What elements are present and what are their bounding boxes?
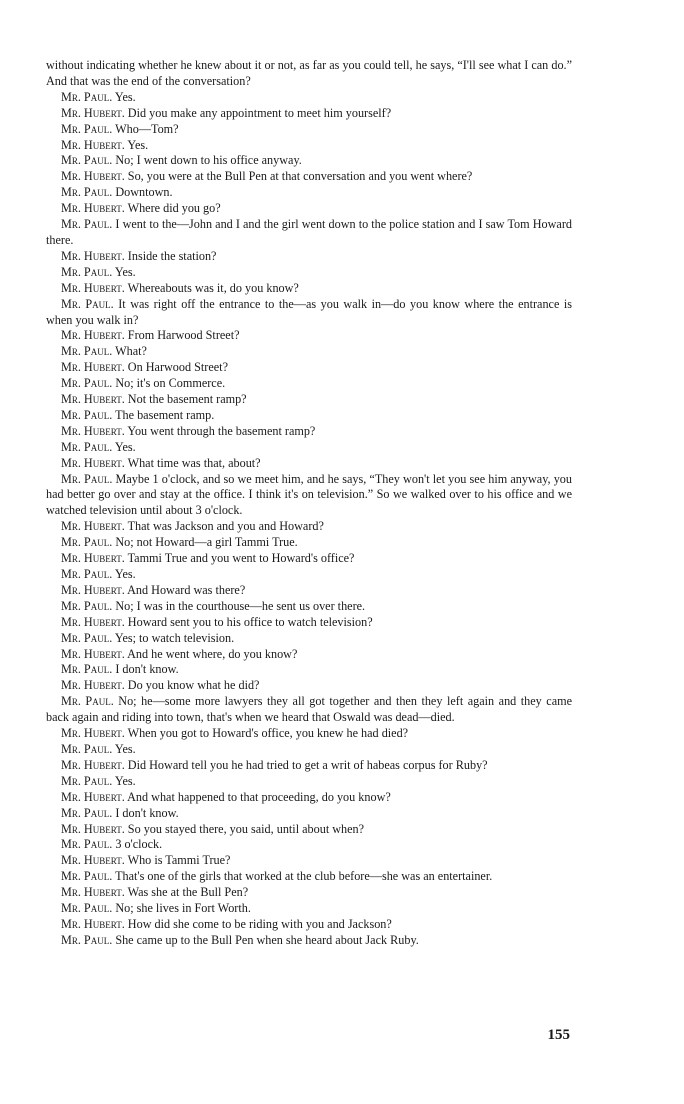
line-text: From Harwood Street? (127, 328, 240, 343)
speaker-label: Mr. Hubert. (61, 678, 125, 693)
line-text: On Harwood Street? (127, 360, 228, 375)
speaker-label: Mr. Hubert. (61, 201, 125, 216)
speaker-label: Mr. Paul. (61, 376, 113, 391)
speaker-label: Mr. Hubert. (61, 423, 125, 438)
testimony-line (46, 185, 572, 201)
speaker-label: Mr. Hubert. (61, 916, 125, 931)
speaker-label: Mr. Paul. (61, 153, 113, 168)
speaker-label: Mr. Hubert. (61, 646, 125, 661)
testimony-line (46, 122, 572, 138)
testimony-line (46, 106, 572, 122)
testimony-line (46, 742, 572, 758)
testimony-line (46, 806, 572, 822)
testimony-line (46, 774, 572, 790)
testimony-line (46, 678, 572, 694)
speaker-label: Mr. Paul. (61, 264, 113, 279)
line-text: Inside the station? (127, 248, 217, 263)
speaker-label: Mr. Hubert. (61, 726, 125, 741)
testimony-line (46, 376, 572, 392)
testimony-line (46, 837, 572, 853)
testimony-line (46, 344, 572, 360)
line-text: I don't know. (115, 662, 179, 677)
speaker-label: Mr. Hubert. (61, 885, 125, 900)
testimony-line (46, 249, 572, 265)
speaker-label: Mr. Paul. (61, 598, 113, 613)
testimony-line (46, 281, 572, 297)
speaker-label: Mr. Hubert. (61, 328, 125, 343)
testimony-line (46, 472, 572, 520)
speaker-label: Mr. Hubert. (61, 821, 125, 836)
testimony-text (46, 58, 572, 949)
page-number: 155 (547, 1027, 570, 1043)
speaker-label: Mr. Hubert. (61, 582, 125, 597)
speaker-label: Mr. Hubert. (61, 248, 125, 263)
testimony-line (46, 662, 572, 678)
speaker-label: Mr. Paul. (61, 567, 113, 581)
speaker-label: Mr. Paul. (61, 932, 113, 947)
speaker-label: Mr. Hubert. (61, 614, 125, 629)
line-text: She came up to the Bull Pen when she heard about Jack Ruby. (115, 932, 419, 947)
speaker-label: Mr. Paul. (61, 407, 113, 422)
speaker-label: Mr. Hubert. (61, 757, 125, 772)
testimony-line (46, 615, 572, 631)
line-text: The basement ramp. (115, 407, 215, 422)
speaker-label: Mr. Hubert. (61, 137, 125, 152)
line-text: Who is Tammi True? (127, 853, 231, 868)
line-text: And what happened to that proceeding, do you know? (127, 789, 391, 804)
testimony-line (46, 440, 572, 456)
line-text: Yes; to watch television. (114, 630, 235, 645)
speaker-label: Mr. Paul. (61, 694, 114, 709)
testimony-line (46, 726, 572, 742)
testimony-line (46, 360, 572, 376)
testimony-line (46, 694, 572, 726)
line-text: Maybe 1 o'clock, and so we meet him, and he says, “They won't let you see him anyway, you had better go over and stay at the office. I think it's on television.” So we walked over to his office and we watched television until about 3 o'clock. (46, 471, 572, 518)
speaker-label: Mr. Paul. (61, 741, 113, 756)
speaker-label: Mr. Hubert. (61, 105, 125, 120)
testimony-line (46, 901, 572, 917)
testimony-line (46, 408, 572, 424)
line-text: Yes. (114, 741, 136, 756)
line-text: Where did you go? (127, 201, 221, 216)
line-text: And Howard was there? (127, 582, 246, 597)
testimony-line (46, 138, 572, 154)
line-text: I don't know. (115, 805, 179, 820)
line-text: Yes. (127, 137, 149, 152)
line-text: No; I went down to his office anyway. (115, 153, 302, 168)
line-text: No; he—some more lawyers they all got together and then they left again and they came back again and riding into town, that's when we heard that Oswald was dead—died. (46, 694, 573, 725)
speaker-label: Mr. Paul. (61, 869, 113, 884)
line-text: Yes. (114, 89, 136, 104)
testimony-line (46, 885, 572, 901)
line-text: Downtown. (115, 185, 173, 200)
testimony-line (46, 169, 572, 185)
testimony-line (46, 265, 572, 281)
testimony-line (46, 153, 572, 169)
line-text: How did she come to be riding with you and Jackson? (127, 916, 392, 931)
line-text: Do you know what he did? (127, 678, 260, 693)
testimony-line (46, 328, 572, 344)
speaker-label: Mr. Paul. (61, 630, 113, 645)
testimony-line (46, 217, 572, 249)
testimony-line (46, 297, 572, 329)
speaker-label: Mr. Hubert. (61, 853, 125, 868)
speaker-label: Mr. Paul. (61, 662, 113, 677)
line-text: Tammi True and you went to Howard's office? (127, 551, 355, 566)
line-text: What time was that, about? (127, 455, 261, 470)
testimony-line (46, 424, 572, 440)
testimony-line (46, 599, 572, 615)
line-text: Not the basement ramp? (127, 392, 247, 407)
speaker-label: Mr. Paul. (61, 535, 113, 550)
line-text: Did you make any appointment to meet him yourself? (127, 105, 392, 120)
speaker-label: Mr. Hubert. (61, 551, 125, 566)
speaker-label: Mr. Paul. (61, 121, 113, 136)
line-text: What? (115, 344, 147, 359)
line-text: Yes. (114, 264, 136, 279)
testimony-line (46, 456, 572, 472)
speaker-label: Mr. Hubert. (61, 519, 125, 534)
line-text: 3 o'clock. (115, 837, 163, 852)
testimony-line (46, 758, 572, 774)
speaker-label: Mr. Paul. (61, 773, 113, 788)
line-text: When you got to Howard's office, you knew he had died? (127, 726, 409, 741)
line-text: That's one of the girls that worked at the club before—she was an entertainer. (115, 869, 493, 884)
line-text: No; she lives in Fort Worth. (115, 901, 251, 916)
speaker-label: Mr. Paul. (61, 901, 113, 916)
line-text: Yes. (114, 773, 136, 788)
testimony-line (46, 90, 572, 106)
speaker-label: Mr. Paul. (61, 344, 113, 359)
line-text: You went through the basement ramp? (127, 423, 316, 438)
speaker-label: Mr. Paul. (61, 471, 113, 486)
speaker-label: Mr. Paul. (61, 296, 114, 311)
line-text: And he went where, do you know? (127, 646, 298, 661)
line-text: Howard sent you to his office to watch television? (127, 614, 373, 629)
testimony-line (46, 551, 572, 567)
line-text: Was she at the Bull Pen? (127, 885, 249, 900)
speaker-label: Mr. Hubert. (61, 392, 125, 407)
testimony-line (46, 853, 572, 869)
line-text: It was right off the entrance to the—as you walk in—do you know where the entrance is when you walk in? (46, 296, 572, 327)
line-text: Yes. (114, 567, 136, 581)
line-text: Whereabouts was it, do you know? (127, 280, 299, 295)
speaker-label: Mr. Hubert. (61, 455, 125, 470)
line-text: Yes. (114, 439, 136, 454)
speaker-label: Mr. Hubert. (61, 789, 125, 804)
testimony-line (46, 790, 572, 806)
speaker-label: Mr. Paul. (61, 185, 113, 200)
line-text: I went to the—John and I and the girl went down to the police station and I saw Tom Howard there. (46, 217, 572, 247)
line-text: So, you were at the Bull Pen at that conversation and you went where? (127, 169, 473, 184)
testimony-line (46, 631, 572, 647)
speaker-label: Mr. Paul. (61, 805, 113, 820)
testimony-line (46, 519, 572, 535)
line-text: No; it's on Commerce. (115, 376, 226, 391)
testimony-line (46, 917, 572, 933)
line-text: No; not Howard—a girl Tammi True. (115, 535, 298, 550)
line-text: That was Jackson and you and Howard? (127, 519, 324, 534)
testimony-line (46, 583, 572, 599)
testimony-line (46, 647, 572, 663)
testimony-line (46, 822, 572, 838)
speaker-label: Mr. Hubert. (61, 360, 125, 375)
line-text: Did Howard tell you he had tried to get a writ of habeas corpus for Ruby? (127, 757, 488, 772)
testimony-line (46, 869, 572, 885)
line-text: Who—Tom? (115, 121, 179, 136)
speaker-label: Mr. Hubert. (61, 280, 125, 295)
testimony-line (46, 392, 572, 408)
speaker-label: Mr. Paul. (61, 217, 113, 232)
testimony-line (46, 535, 572, 551)
line-text: So you stayed there, you said, until about when? (127, 821, 365, 836)
speaker-label: Mr. Paul. (61, 439, 113, 454)
testimony-line (46, 567, 572, 583)
testimony-line (46, 201, 572, 217)
speaker-label: Mr. Paul. (61, 837, 113, 852)
speaker-label: Mr. Paul. (61, 89, 113, 104)
opening-paragraph: without indicating whether he knew about it or not, as far as you could tell, he says, “I'll see what I can do.” And that was the end of the conversation? (46, 58, 572, 88)
line-text: No; I was in the courthouse—he sent us over there. (115, 598, 366, 613)
speaker-label: Mr. Hubert. (61, 169, 125, 184)
testimony-line (46, 933, 572, 949)
